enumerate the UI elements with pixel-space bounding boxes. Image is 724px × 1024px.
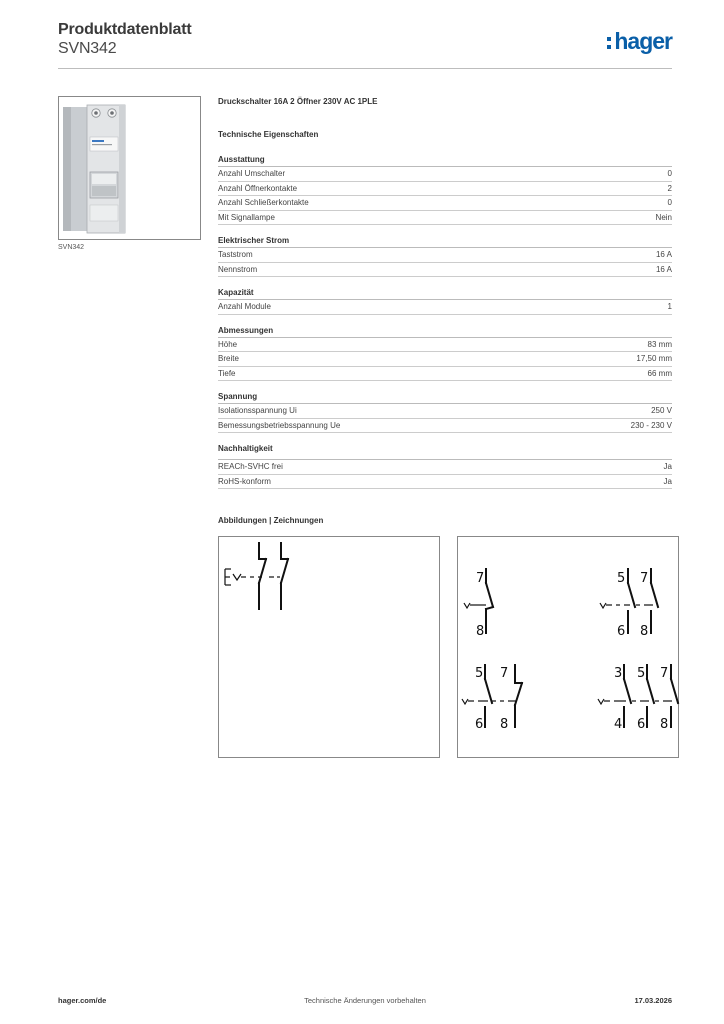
spec-group-title: Kapazität: [218, 287, 672, 300]
document-subtitle: SVN342: [58, 40, 117, 57]
row-value: Nein: [655, 212, 672, 222]
row-value: 230 - 230 V: [630, 420, 672, 430]
row-label: Mit Signallampe: [218, 212, 275, 222]
terminal-label: 7: [660, 666, 669, 681]
row-label: Nennstrom: [218, 264, 258, 274]
spec-group-nachhaltigkeit: [218, 443, 672, 489]
terminal-label: 6: [637, 717, 646, 732]
spec-group-abmessungen: [218, 325, 672, 382]
row-value: 2: [667, 183, 672, 193]
product-image-caption: SVN342: [58, 244, 85, 251]
footer-date: 17.03.2026: [634, 996, 672, 1005]
terminal-label: 8: [500, 717, 509, 732]
row-label: Höhe: [218, 339, 238, 349]
pushbutton-nc-symbol-icon: [219, 537, 441, 759]
row-label: Anzahl Umschalter: [218, 169, 286, 178]
table-row: [218, 367, 672, 382]
spec-group-title: Elektrischer Strom: [218, 235, 672, 248]
header-divider: [58, 68, 672, 69]
terminal-label: 7: [640, 571, 649, 586]
row-value: 0: [667, 198, 672, 207]
row-label: Breite: [218, 354, 239, 363]
logo-dots-icon: [607, 34, 611, 50]
terminal-label: 8: [476, 624, 485, 639]
terminal-label: 7: [500, 666, 509, 681]
terminal-label: 8: [640, 624, 649, 639]
contact-wiring-symbols-icon: [458, 537, 680, 759]
row-label: Bemessungsbetriebsspannung Ue: [218, 420, 341, 430]
table-row: [218, 352, 672, 367]
table-row: [218, 182, 672, 197]
page-footer: [58, 996, 672, 1008]
page-header: [58, 20, 672, 70]
terminal-label: 3: [614, 666, 623, 681]
table-row: [218, 248, 672, 263]
table-row: [218, 475, 672, 490]
spec-group-ausstattung: [218, 154, 672, 225]
spec-group-title: Ausstattung: [218, 154, 672, 167]
terminal-label: 5: [637, 666, 646, 681]
terminal-label: 4: [614, 717, 623, 732]
table-row: [218, 404, 672, 419]
table-row: [218, 300, 672, 315]
document-title: Produktdatenblatt: [58, 21, 192, 38]
spec-group-kapazitaet: [218, 287, 672, 315]
terminal-label: 8: [660, 717, 669, 732]
row-value: 0: [667, 169, 672, 178]
table-row: [218, 196, 672, 211]
table-row: [218, 419, 672, 434]
spec-group-spannung: [218, 391, 672, 433]
pushbutton-device-icon: [59, 97, 201, 240]
row-value: 250 V: [651, 406, 672, 415]
spec-group-title: Spannung: [218, 391, 672, 404]
row-value: 16 A: [655, 264, 672, 274]
spec-group-elektrischer-strom: [218, 235, 672, 277]
wiring-variants-drawing: [457, 536, 679, 758]
table-row: [218, 263, 672, 278]
spec-group-title: Abmessungen: [218, 325, 672, 338]
table-row: [218, 460, 672, 475]
row-value: 16 A: [655, 250, 672, 259]
product-name: Druckschalter 16A 2 Öffner 230V AC 1PLE: [218, 97, 378, 106]
footer-note: Technische Änderungen vorbehalten: [304, 996, 426, 1005]
terminal-label: 7: [476, 571, 485, 586]
row-label: RoHS-konform: [218, 476, 271, 486]
spec-content: [218, 96, 672, 489]
circuit-symbol-drawing: [218, 536, 440, 758]
row-value: Ja: [663, 462, 672, 471]
row-label: Isolationsspannung Ui: [218, 406, 297, 415]
row-label: Anzahl Module: [218, 302, 271, 311]
table-row: [218, 167, 672, 182]
row-value: 83 mm: [647, 339, 672, 349]
product-image: [58, 96, 201, 240]
row-label: Taststrom: [218, 250, 253, 259]
hager-logo: [607, 28, 672, 55]
spec-group-title: Nachhaltigkeit: [218, 443, 672, 460]
row-label: REACh-SVHC frei: [218, 462, 283, 471]
figures-section-title: Abbildungen | Zeichnungen: [218, 516, 324, 525]
row-label: Anzahl Schließerkontakte: [218, 198, 309, 207]
row-label: Anzahl Öffnerkontakte: [218, 183, 298, 193]
specs-section-title: Technische Eigenschaften: [218, 130, 319, 139]
terminal-label: 5: [475, 666, 484, 681]
row-value: 66 mm: [647, 368, 672, 378]
terminal-label: 6: [617, 624, 626, 639]
row-value: 1: [667, 302, 672, 311]
row-label: Tiefe: [218, 368, 236, 378]
footer-website: hager.com/de: [58, 996, 107, 1005]
terminal-label: 5: [617, 571, 626, 586]
terminal-label: 6: [475, 717, 484, 732]
row-value: Ja: [663, 476, 672, 486]
table-row: [218, 211, 672, 226]
row-value: 17,50 mm: [636, 354, 672, 363]
logo-text: hager: [614, 28, 672, 54]
table-row: [218, 338, 672, 353]
